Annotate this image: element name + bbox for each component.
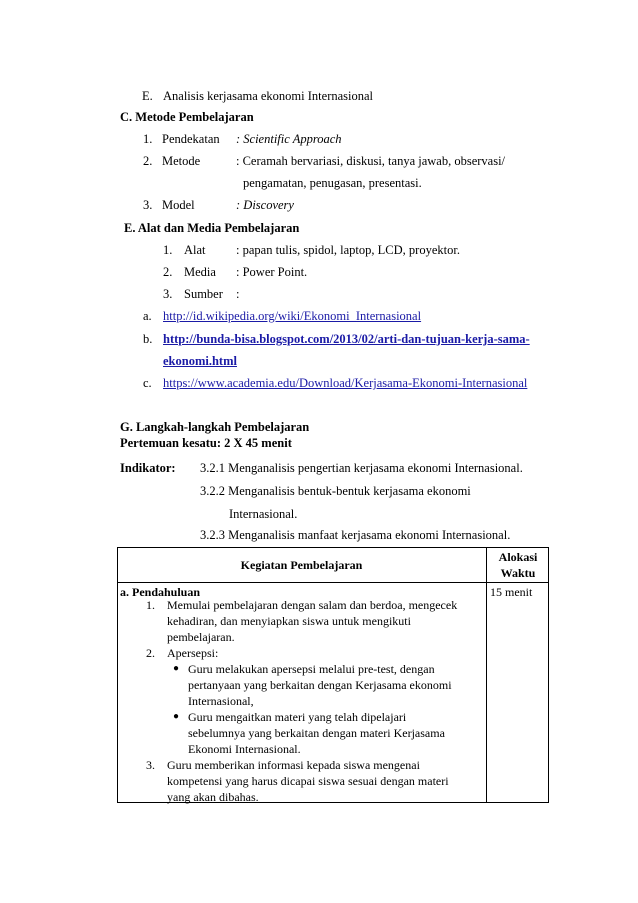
method-value-2: : Ceramah bervariasi, diskusi, tanya jawab, observasi/ [236, 154, 506, 168]
method-label-3: Model [162, 198, 195, 212]
bullet-2-line-2: sebelumnya yang berkaitan dengan materi Kerjasama [188, 726, 445, 740]
tool-value-1: : papan tulis, spidol, laptop, LCD, proyektor. [236, 243, 460, 257]
source-link-b-cont[interactable]: ekonomi.html [163, 354, 237, 368]
indicator-2: 3.2.2 Menganalisis bentuk-bentuk kerjasama ekonomi [200, 484, 471, 498]
table-header-time-2: Waktu [500, 566, 536, 580]
step-3-line-2: kompetensi yang harus dicapai siswa sesuai dengan materi [167, 774, 449, 788]
method-label-2: Metode [162, 154, 201, 168]
bullet-1-line-3: Internasional, [188, 694, 254, 708]
method-value-1: : Scientific Approach [236, 132, 342, 146]
indicator-1: 3.2.1 Menganalisis pengertian kerjasama ekonomi Internasional. [200, 461, 523, 475]
source-link-a[interactable]: http://id.wikipedia.org/wiki/Ekonomi_Internasional [163, 309, 422, 323]
table-header-activity: Kegiatan Pembelajaran [240, 558, 363, 572]
method-value-3: : Discovery [236, 198, 294, 212]
step-1-line-1: Memulai pembelajaran dengan salam dan berdoa, mengecek [167, 598, 458, 612]
source-letter-a: a. [143, 309, 152, 323]
method-num-3: 3. [143, 198, 153, 212]
indicator-label: Indikator: [120, 461, 176, 475]
step-3-num: 3. [146, 758, 155, 772]
tool-value-2: : Power Point. [236, 265, 308, 279]
tool-num-1: 1. [163, 243, 173, 257]
bullet-2-line-3: Ekonomi Internasional. [188, 742, 301, 756]
item-e-text: Analisis kerjasama ekonomi Internasional [163, 89, 374, 103]
section-e-heading: E. Alat dan Media Pembelajaran [124, 221, 300, 235]
tool-label-2: Media [184, 265, 216, 279]
table-column-divider [486, 547, 487, 803]
table-time-value: 15 menit [490, 585, 533, 599]
source-link-c[interactable]: https://www.academia.edu/Download/Kerjasama-Ekonomi-Internasional [163, 376, 528, 390]
indicator-2-cont: Internasional. [229, 507, 298, 521]
table-header-time-1: Alokasi [498, 550, 538, 564]
method-num-1: 1. [143, 132, 153, 146]
method-num-2: 2. [143, 154, 153, 168]
tool-num-2: 2. [163, 265, 173, 279]
indicator-3: 3.2.3 Menganalisis manfaat kerjasama ekonomi Internasional. [200, 528, 511, 542]
source-letter-c: c. [143, 376, 152, 390]
step-3-line-1: Guru memberikan informasi kepada siswa mengenai [167, 758, 420, 772]
meeting-info: Pertemuan kesatu: 2 X 45 menit [120, 436, 292, 450]
bullet-1-line-2: pertanyaan yang berkaitan dengan Kerjasama ekonomi [188, 678, 452, 692]
step-1-line-2: kehadiran, dan menyiapkan siswa untuk mengikuti [167, 614, 411, 628]
table-header-divider [117, 582, 549, 583]
section-c-heading: C. Metode Pembelajaran [120, 110, 254, 124]
step-1-line-3: pembelajaran. [167, 630, 235, 644]
source-letter-b: b. [143, 332, 153, 346]
item-e-label: E. [142, 89, 153, 103]
bullet-icon: ● [173, 711, 180, 722]
step-3-line-3: yang akan dibahas. [167, 790, 259, 804]
method-label-1: Pendekatan [162, 132, 220, 146]
step-2-title: Apersepsi: [167, 646, 219, 660]
bullet-icon: ● [173, 663, 180, 674]
step-2-num: 2. [146, 646, 155, 660]
tool-num-3: 3. [163, 287, 173, 301]
method-value-2-cont: pengamatan, penugasan, presentasi. [243, 176, 422, 190]
table-section-title: a. Pendahuluan [120, 585, 201, 599]
tool-label-3: Sumber [184, 287, 223, 301]
section-g-heading: G. Langkah-langkah Pembelajaran [120, 420, 310, 434]
bullet-2-line-1: Guru mengaitkan materi yang telah dipelajari [188, 710, 407, 724]
step-1-num: 1. [146, 598, 155, 612]
source-link-b[interactable]: http://bunda-bisa.blogspot.com/2013/02/arti-dan-tujuan-kerja-sama- [163, 332, 530, 346]
tool-label-1: Alat [184, 243, 206, 257]
tool-value-3: : [236, 287, 240, 301]
bullet-1-line-1: Guru melakukan apersepsi melalui pre-test, dengan [188, 662, 435, 676]
